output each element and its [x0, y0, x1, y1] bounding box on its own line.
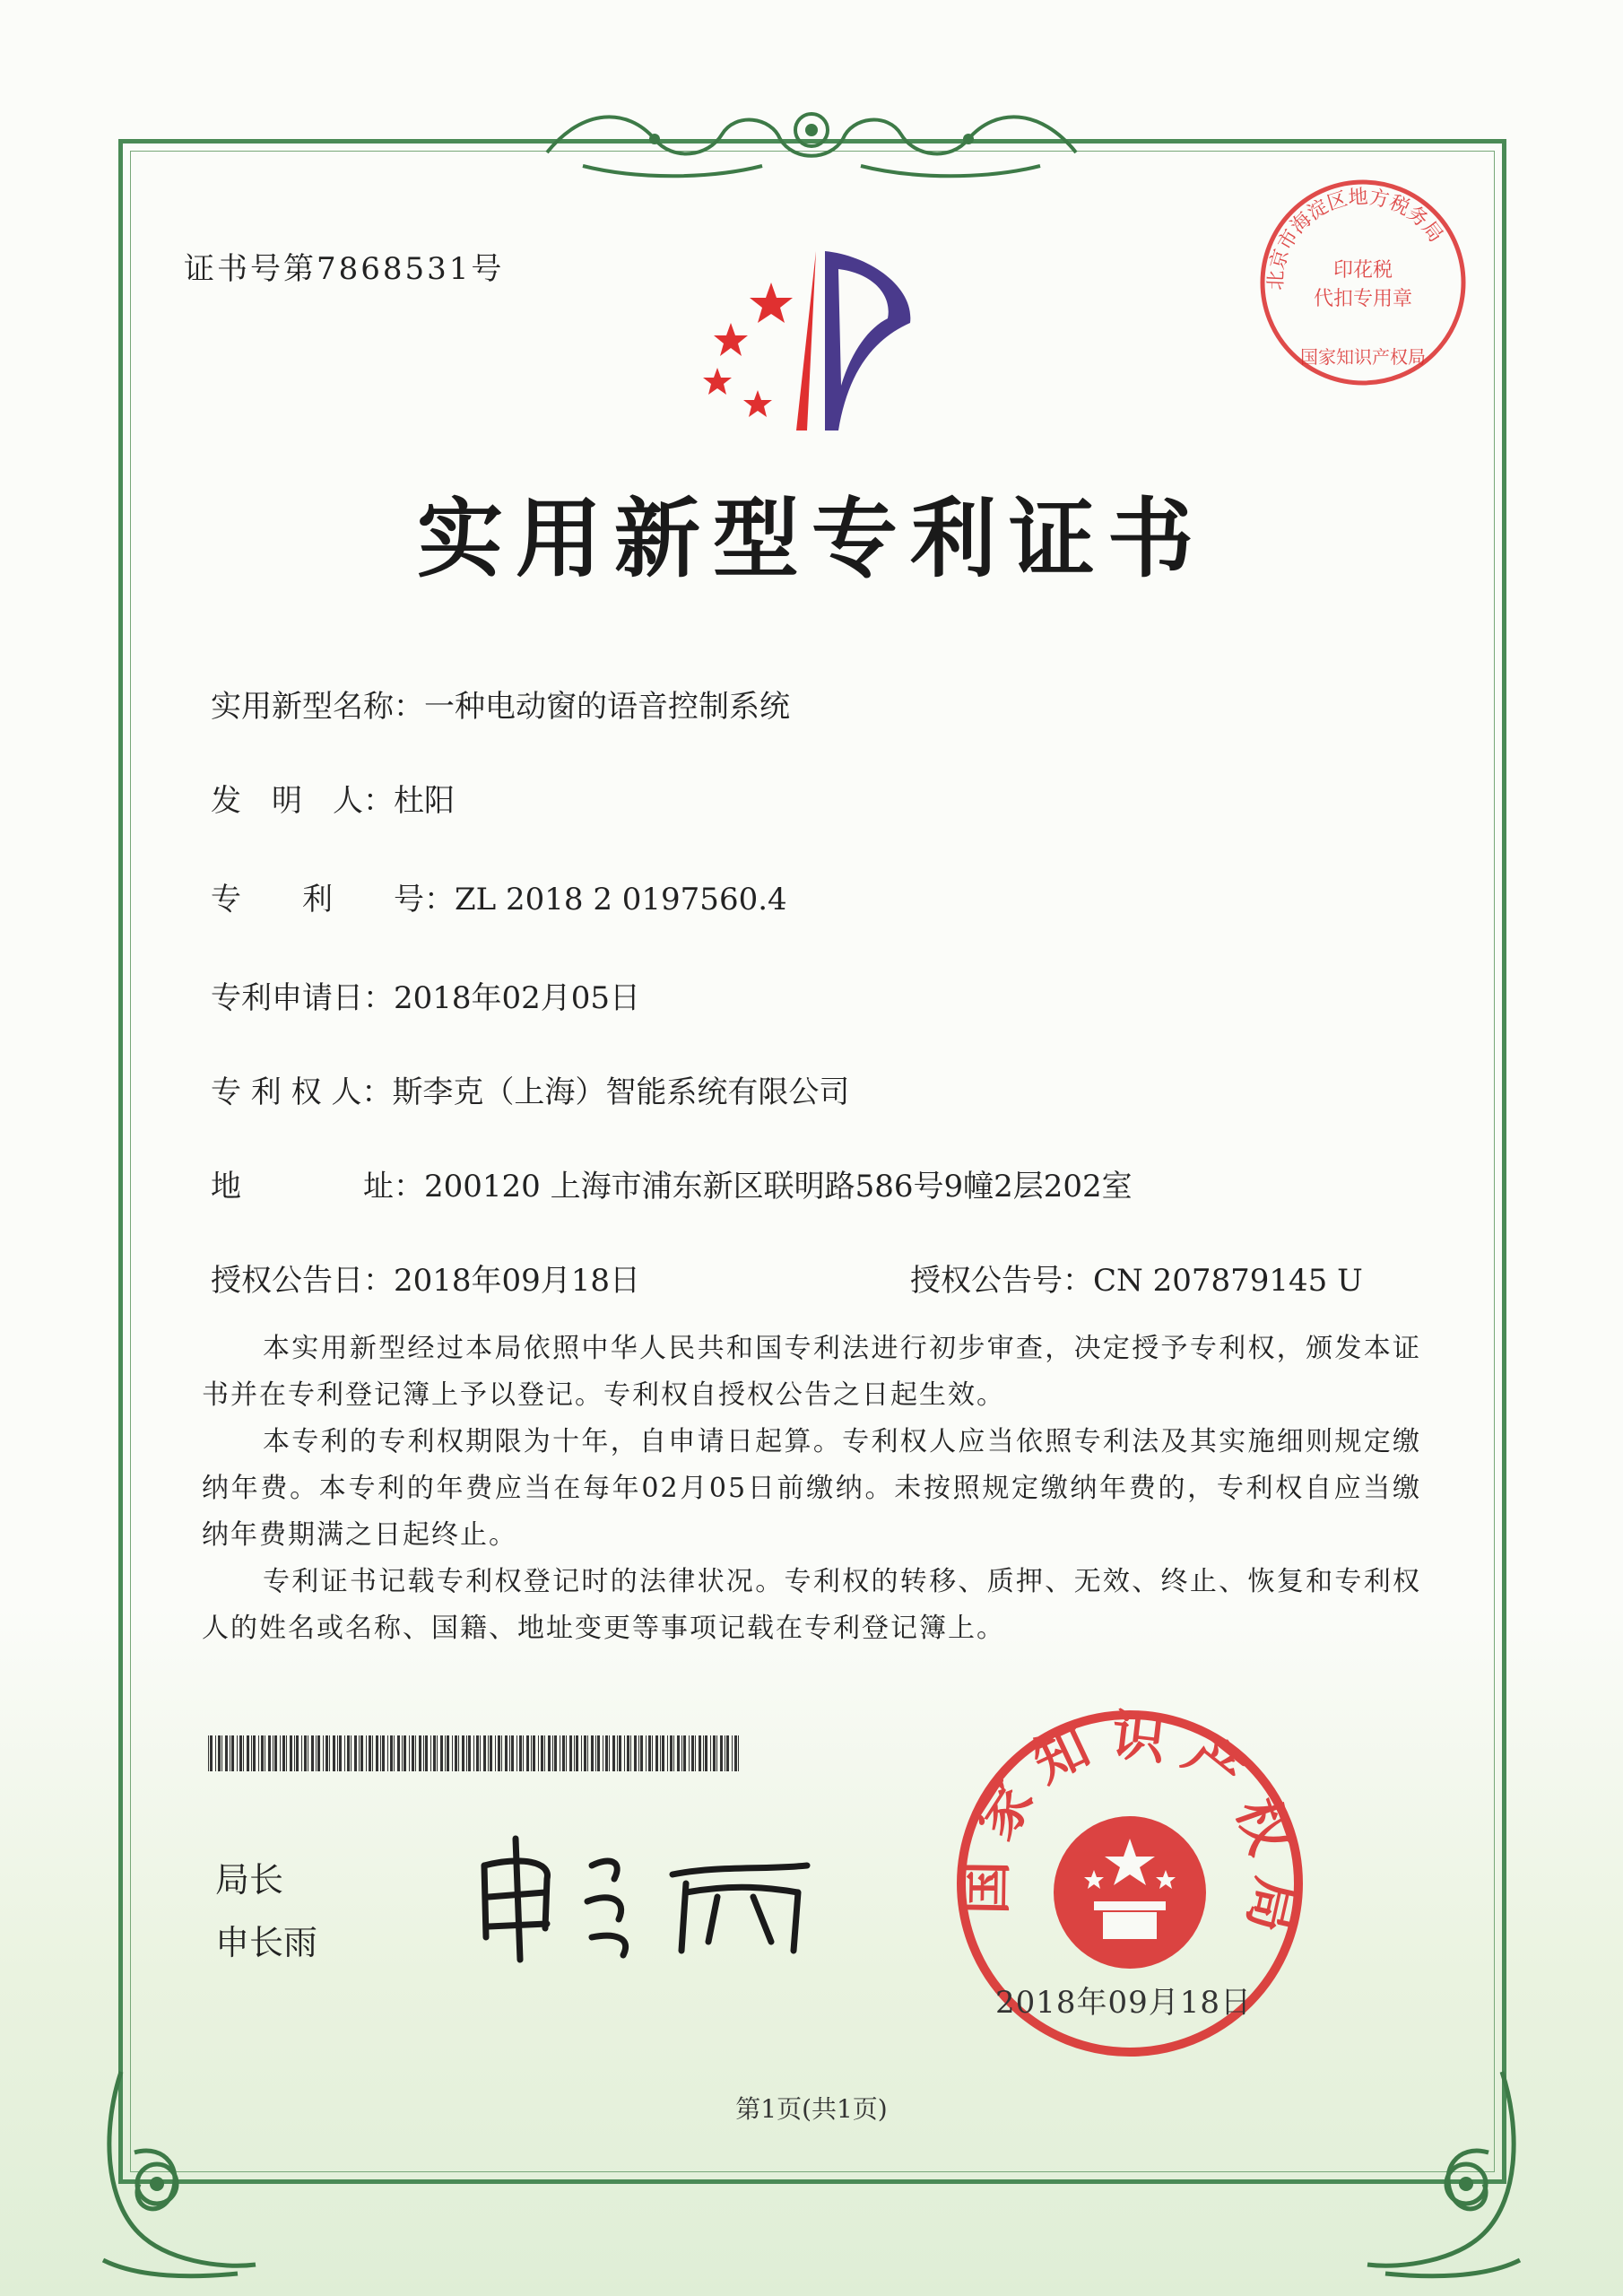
field-label: 实用新型名称： — [211, 689, 424, 725]
field-value: 2018年02月05日 — [394, 980, 641, 1016]
field-label: 专 利 权 人： — [211, 1074, 393, 1110]
certificate-title: 实用新型专利证书 — [417, 488, 1206, 589]
patent-office-logo-icon — [681, 242, 933, 448]
svg-text:国家知识产权局: 国家知识产权局 — [954, 1704, 1308, 1954]
field-inventor — [211, 776, 455, 820]
page-number: 第1页(共1页) — [735, 2094, 888, 2124]
tax-seal-stamp — [1251, 170, 1475, 395]
field-value: 2018年09月18日 — [394, 1263, 641, 1299]
svg-text:国家知识产权局: 国家知识产权局 — [1300, 346, 1426, 368]
certificate-number: 证书号第7868531号 — [184, 251, 505, 287]
certificate-body — [202, 1326, 1421, 1652]
field-address — [211, 1161, 1133, 1205]
field-patentee — [211, 1067, 849, 1111]
director-name: 申长雨 — [215, 1923, 318, 1962]
field-utility-model-name — [211, 682, 790, 726]
field-value: 斯李克（上海）智能系统有限公司 — [392, 1074, 850, 1110]
field-label: 专利申请日： — [211, 980, 394, 1016]
field-value: ZL 2018 2 0197560.4 — [455, 882, 787, 918]
director-signature-icon — [466, 1830, 843, 1964]
seal-date: 2018年09月18日 — [995, 1985, 1253, 2021]
field-value: 一种电动窗的语音控制系统 — [424, 689, 790, 725]
svg-text:代扣专用章: 代扣专用章 — [1313, 288, 1413, 310]
top-ornament-icon — [529, 90, 1094, 188]
field-label: 授权公告日： — [211, 1263, 394, 1299]
field-label: 地 址： — [211, 1169, 424, 1205]
field-grant-number — [910, 1256, 1363, 1300]
svg-text:北京市海淀区地方税务局: 北京市海淀区地方税务局 — [1264, 186, 1447, 291]
field-value: CN 207879145 U — [1093, 1263, 1363, 1299]
field-label: 授权公告号： — [910, 1263, 1093, 1299]
barcode-icon — [208, 1735, 746, 1771]
field-patent-number — [211, 874, 787, 918]
field-application-date — [211, 973, 640, 1017]
field-grant-date — [211, 1256, 640, 1300]
body-paragraph-3: 专利证书记载专利权登记时的法律状况。专利权的转移、质押、无效、终止、恢复和专利权人的姓名或名称、国籍、地址变更等事项记载在专利登记簿上。 — [202, 1566, 1421, 1644]
field-label: 发 明 人： — [211, 783, 394, 819]
svg-text:印花税: 印花税 — [1332, 259, 1393, 282]
body-paragraph-1: 本实用新型经过本局依照中华人民共和国专利法进行初步审查，决定授予专利权，颁发本证书并在专利登记簿上予以登记。专利权自授权公告之日起生效。 — [202, 1333, 1421, 1411]
field-value: 杜阳 — [394, 783, 455, 819]
corner-ornament-left-icon — [85, 2054, 265, 2287]
field-label: 专 利 号： — [211, 882, 455, 918]
director-title: 局长 — [215, 1860, 284, 1900]
body-paragraph-2: 本专利的专利权期限为十年，自申请日起算。专利权人应当依照专利法及其实施细则规定缴纳年费。本专利的年费应当在每年02月05日前缴纳。未按照规定缴纳年费的，专利权自应当缴纳年费期满之日起终止。 — [202, 1426, 1421, 1551]
field-value: 200120 上海市浦东新区联明路586号9幢2层202室 — [424, 1169, 1133, 1205]
corner-ornament-right-icon — [1358, 2054, 1538, 2287]
